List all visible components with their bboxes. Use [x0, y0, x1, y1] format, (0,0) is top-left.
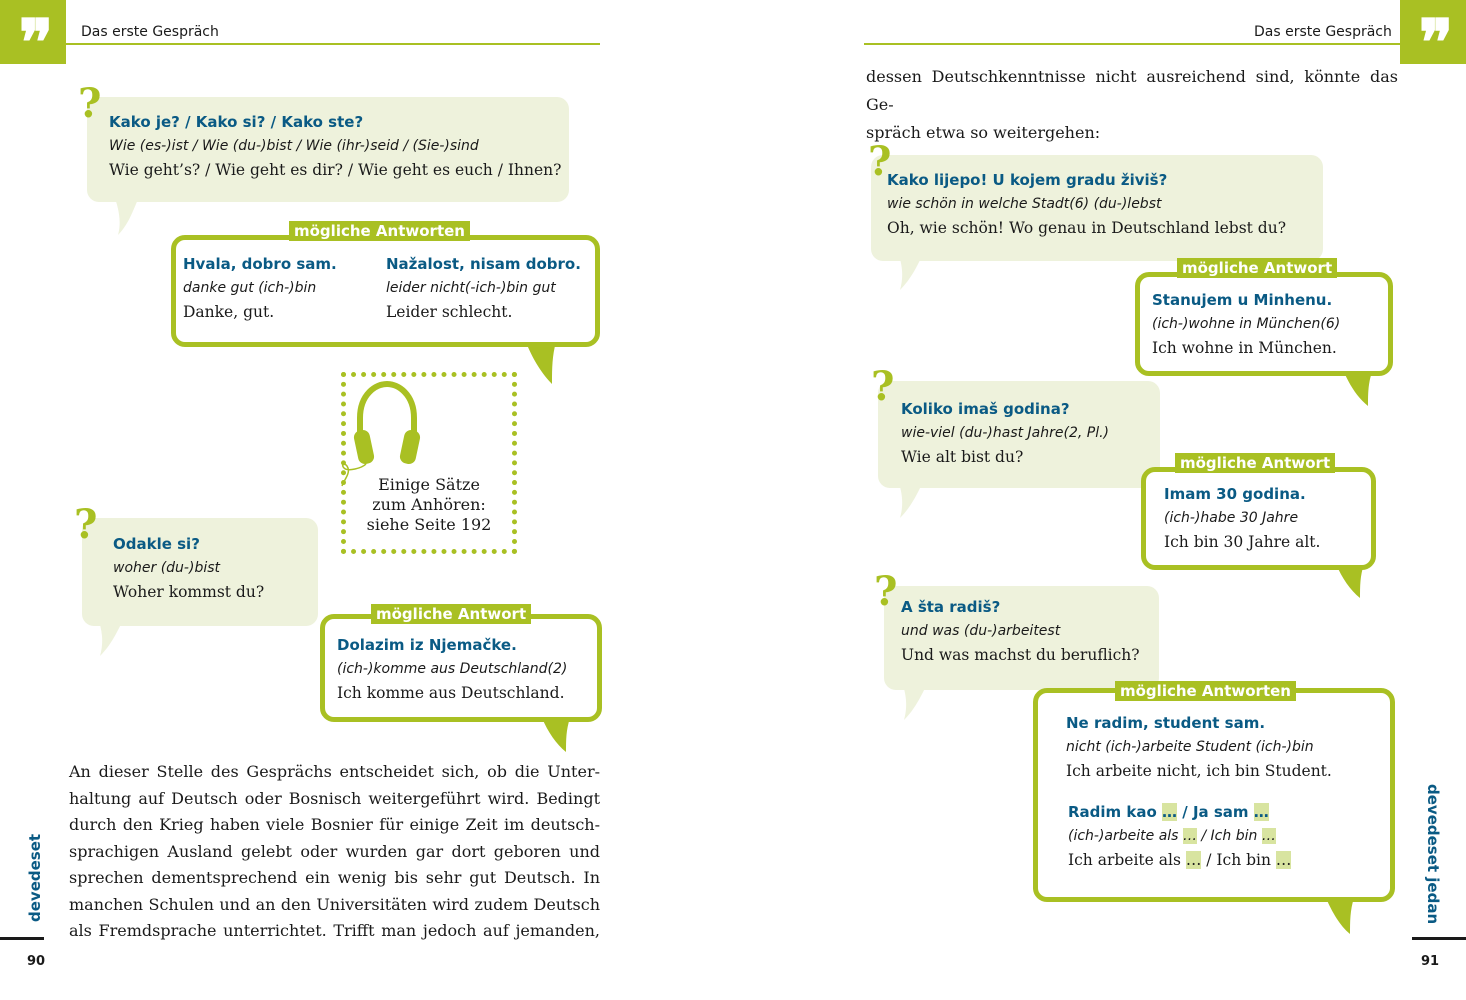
german-translation: Ich komme aus Deutschland. [337, 684, 565, 702]
phrase-part: / Ja sam [1177, 803, 1254, 821]
phrase-part: / Ich bin [1196, 828, 1262, 844]
running-header: Das erste Gespräch [1254, 24, 1392, 40]
question-mark-icon: ? [871, 363, 895, 410]
placeholder-ellipsis: … [1261, 828, 1276, 844]
bosnian-phrase: Dolazim iz Njemačke. [337, 636, 517, 654]
body-paragraph [69, 759, 600, 945]
placeholder-ellipsis: … [1253, 803, 1269, 821]
german-translation: Oh, wie schön! Wo genau in Deutschland lebst du? [887, 219, 1287, 237]
german-translation: Danke, gut. [183, 303, 275, 321]
quote-icon: ❞ [0, 0, 66, 64]
literal-translation: woher (du-)bist [113, 560, 221, 576]
page-number: 90 [27, 954, 46, 969]
bosnian-phrase: Kako je? / Kako si? / Kako ste? [109, 113, 364, 131]
phrase-part: Ich arbeite als [1068, 851, 1186, 869]
german-translation: Ich wohne in München. [1152, 339, 1337, 357]
bosnian-phrase: A šta radiš? [901, 598, 1001, 616]
placeholder-ellipsis: … [1182, 828, 1197, 844]
literal-translation: (ich-)habe 30 Jahre [1164, 510, 1299, 526]
answer-label: mögliche Antworten [1115, 681, 1296, 701]
bosnian-phrase: Koliko imaš godina? [901, 400, 1070, 418]
audio-text-line: Einige Sätze [378, 475, 480, 494]
page-number-word: devedeset jedan [1424, 784, 1442, 925]
literal-translation [1068, 824, 1291, 848]
paragraph-line: durch den Krieg haben viele Bosnier für einige Zeit im deutsch- [69, 815, 600, 834]
headphones-icon [338, 378, 424, 490]
german-translation [1068, 848, 1291, 872]
page-rule [0, 937, 44, 940]
paragraph-line: haltung auf Deutsch oder Bosnisch weitergeführt wird. Bedingt [69, 788, 600, 808]
literal-translation: nicht (ich-)arbeite Student (ich-)bin [1066, 739, 1314, 755]
running-header: Das erste Gespräch [81, 24, 219, 40]
phrase-part: Radim kao [1068, 803, 1163, 821]
paragraph-line: dessen Deutschkenntnisse nicht ausreichend sind, könnte das Ge- [866, 67, 1398, 114]
question-mark-icon: ? [74, 501, 98, 548]
question-mark-icon: ? [868, 138, 892, 185]
placeholder-ellipsis: … [1275, 851, 1292, 869]
paragraph-line: als Fremdsprache unterrichtet. Trifft man jedoch auf jemanden, [69, 921, 600, 940]
paragraph-line: sprechen dementsprechend ein wenig bis sehr gut Deutsch. In [69, 868, 600, 887]
phrase-part: / Ich bin [1201, 851, 1276, 869]
bosnian-phrase: Nažalost, nisam dobro. [386, 255, 581, 273]
audio-text-line: zum Anhören: [372, 495, 486, 514]
literal-translation: Wie (es-)ist / Wie (du-)bist / Wie (ihr-)seid / (Sie-)sind [109, 138, 479, 154]
phrase-part: (ich-)arbeite als [1068, 828, 1183, 844]
answer-label: mögliche Antwort [1175, 453, 1335, 473]
paragraph-line: sprachigen Ausland gelebt oder wurden gar dort geboren und [69, 841, 600, 861]
bosnian-phrase [1068, 800, 1291, 824]
bosnian-phrase: Imam 30 godina. [1164, 485, 1306, 503]
placeholder-ellipsis: … [1185, 851, 1202, 869]
paragraph-line: manchen Schulen und an den Universitäten wird zudem Deutsch [69, 894, 600, 914]
page-number: 91 [1421, 954, 1440, 969]
literal-translation: (ich-)komme aus Deutschland(2) [337, 661, 568, 677]
literal-translation: wie schön in welche Stadt(6) (du-)lebst [887, 196, 1162, 212]
bosnian-phrase: Hvala, dobro sam. [183, 255, 337, 273]
literal-translation: wie-viel (du-)hast Jahre(2, Pl.) [901, 425, 1110, 441]
question-mark-icon: ? [78, 80, 102, 127]
german-translation: Wie geht’s? / Wie geht es dir? / Wie geht es euch / Ihnen? [109, 161, 562, 179]
bubble-tail [1326, 896, 1356, 936]
german-translation: Und was machst du beruflich? [901, 646, 1140, 664]
bosnian-phrase: Stanujem u Minhenu. [1152, 291, 1333, 309]
quote-icon: ❞ [1400, 0, 1466, 64]
bosnian-phrase: Kako lijepo! U kojem gradu živiš? [887, 171, 1168, 189]
audio-text-line: siehe Seite 192 [366, 515, 492, 534]
header-rule [66, 43, 600, 45]
german-translation: Ich bin 30 Jahre alt. [1164, 533, 1321, 551]
german-translation: Leider schlecht. [386, 303, 513, 321]
bosnian-phrase: Ne radim, student sam. [1066, 714, 1266, 732]
page-number-word: devedeset [26, 833, 44, 922]
question-mark-icon: ? [874, 568, 898, 615]
german-translation: Ich arbeite nicht, ich bin Student. [1066, 762, 1332, 780]
literal-translation: danke gut (ich-)bin [183, 280, 317, 296]
literal-translation: leider nicht(-ich-)bin gut [386, 280, 556, 296]
literal-translation: (ich-)wohne in München(6) [1152, 316, 1341, 332]
page-rule [1412, 937, 1466, 940]
header-rule [864, 43, 1400, 45]
literal-translation: und was (du-)arbeitest [901, 623, 1061, 639]
answer-label: mögliche Antworten [289, 221, 470, 241]
bosnian-phrase: Odakle si? [113, 535, 200, 553]
german-translation: Woher kommst du? [113, 583, 265, 601]
answer-label: mögliche Antwort [1177, 258, 1337, 278]
german-translation: Wie alt bist du? [901, 448, 1024, 466]
answer-label: mögliche Antwort [371, 604, 531, 624]
paragraph-line: An dieser Stelle des Gesprächs entscheidet sich, ob die Unter- [69, 762, 600, 781]
paragraph-line: spräch etwa so weitergehen: [866, 123, 1101, 142]
body-paragraph [866, 63, 1398, 147]
placeholder-ellipsis: … [1162, 803, 1178, 821]
